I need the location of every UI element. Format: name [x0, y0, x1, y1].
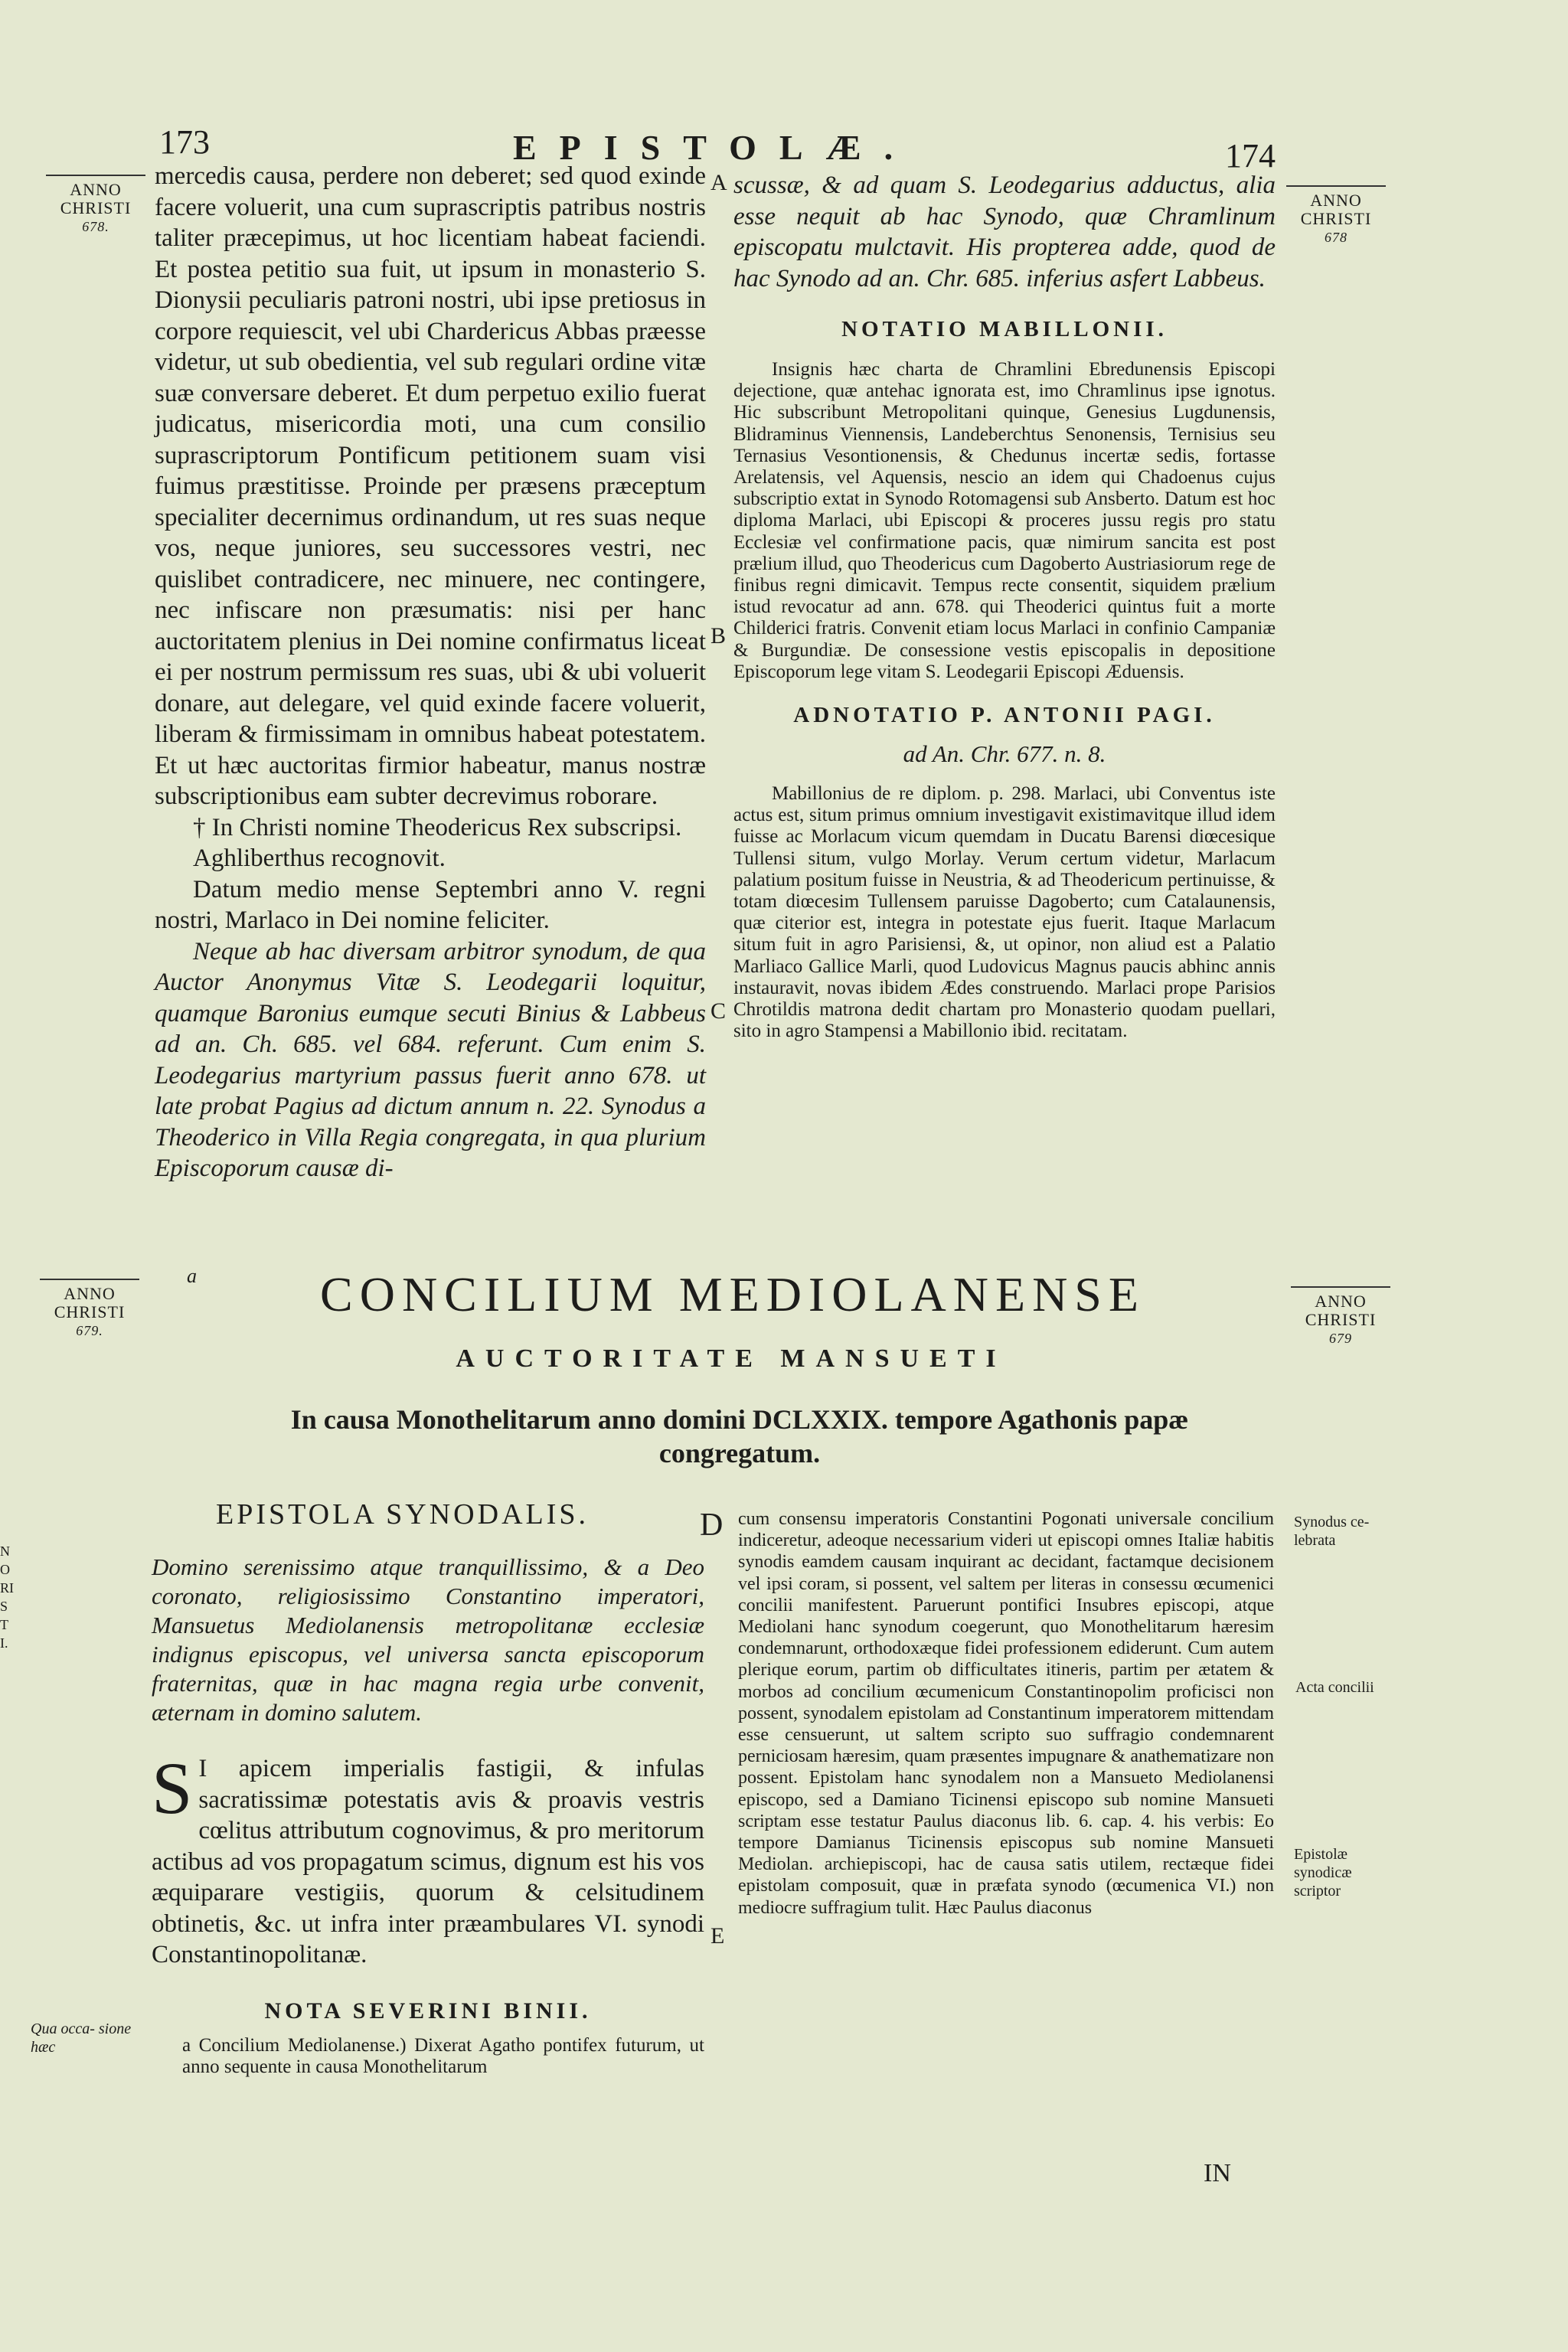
commentary-continuation: scussæ, & ad quam S. Leodegarius adductus, alia esse nequit ab hac Synodo, quæ Chramlinum episcopatu mulctavit. His propterea adde, quod de hac Synodo ad an. Chr. 685. inferius asfert Labbeus. [733, 172, 1276, 292]
upper-left-column [155, 161, 706, 1184]
anno-label: ANNO [70, 180, 122, 199]
concilium-title: CONCILIUM MEDIOLANENSE [320, 1267, 1145, 1321]
adnotatio-reference: ad An. Chr. 677. n. 8. [903, 740, 1106, 768]
anno-year: 679. [76, 1323, 103, 1338]
section-letter-d: D [700, 1508, 724, 1543]
anno-marker-mid-left [40, 1279, 139, 1340]
adnotatio-heading: ADNOTATIO P. ANTONII PAGI. [793, 703, 1216, 728]
anno-marker-top-right [1286, 185, 1386, 247]
section-letter-c: C [710, 998, 727, 1024]
left-edge-fragment: NO RIST I. [0, 1544, 14, 1651]
anno-year: 679 [1329, 1331, 1352, 1346]
epistola-heading: EPISTOLA SYNODALIS. [216, 1498, 590, 1530]
lower-left-column [152, 1498, 704, 2078]
anno-marker-mid-right [1291, 1286, 1390, 1348]
commentary-text: Neque ab hac diversam arbitror synodum, de qua Auctor Anonymus Vitæ S. Leodegarii loquitur, quamque Baronius eumque secuti Binius & Labbeus ad an. Ch. 685. vel 684. referunt. Cum enim S. Leodegarius martyrium passus fuerit anno 678. ut late probat Pagius ad dictum annum n. 22. Synodus a Theoderico in Villa Regia congregata, in qua plurium Episcoporum causæ di- [155, 937, 706, 1182]
signature-king: † In Christi nomine Theodericus Rex subscripsi. [193, 813, 682, 841]
margin-note-epistolae: Epistolæ synodicæ scriptor [1294, 1846, 1352, 1900]
nota-text: a Concilium Mediolanense.) Dixerat Agatho pontifex futurum, ut anno sequente in causa Monothelitarum [182, 2034, 704, 2077]
anno-label: ANNO [1315, 1292, 1367, 1311]
anno-year: 678 [1325, 230, 1348, 245]
anno-label: ANNO [64, 1284, 116, 1303]
adnotatio-text: Mabillonius de re diplom. p. 298. Marlaci, ubi Conventus iste actus est, situm primus omnium investigavit existimavitque illud idem fuisse ac Morlacum vicum quemdam in Ducatu Barensi diœcesique Tullensi situm, vulgo Morlay. Verum certum videtur, Marlacum palatium positum fuisse in Neustria, & ad Theodericum pertinuisse, & totam diœcesim Tullensem paruisse Dagoberto; cum Catalaunensis, quæ citerior est, integra in potestate ejus fuerit. Itaque Marlacum situm fuit in agro Parisiensi, &, ut opinor, non aliud est a Palatio Marliaco Gallice Marli, quod Ludovicus Magnus paucis abhinc annis instauravit, novas ibidem Ædes construendo. Marlaci prope Parisios Chrotildis matrona dedit chartam pro Monasterio quodam puellari, sito in agro Stampensi a Mabillonio ibid. recitatam. [733, 783, 1276, 1042]
christi-label: CHRISTI [1305, 1310, 1377, 1329]
nota-heading: NOTA SEVERINI BINII. [264, 1998, 592, 2024]
concilium-subtitle: AUCTORITATE MANSUETI [456, 1344, 1007, 1373]
catchword: IN [1204, 2159, 1231, 2187]
dropcap-d-text: cum consensu imperatoris Constantini Pogonati universale concilium indiceretur, adeoque necessarium videri ut episcopi omnes Italiæ habitis synodis eamdem causam inquirant ac decidant, factamque decisionem vel ipsi coram, si possent, vel saltem per literas in consessu œcumenici concilii manifestent. Paruerunt pontifici Insubres episcopi, atque Mediolani hanc synodum coegerunt, quo Monothelitarum hæresim condemnarunt, orthodoxæque fidei professionem ediderunt. Cum autem plerique eorum, partim ob difficultates itineris, partim per ætatem & morbos ad concilium œcumenicum Constantinopolim proficisci non possent, synodalem epistolam ad Constantinum imperatorem mittendam esse censuerunt, ut saltem scripto suo suffragio condemnarent perniciosam hæresim, quam præsentes impugnare & anathematizare non possent. Epistolam hanc synodalem non a Mansueto Mediolanensi episcopo, sed a Damiano Ticinensi episcopo sub nomine Mansueti scriptam esse testatur Paulus diaconus lib. 6. cap. 4. his verbis: Eo tempore Damianus Ticinensis episcopus sub nomine Mansueti Mediolan. archiepiscopi, hac de causa satis utilem, rectæque fidei epistolam composuit, quæ in præfata synodo (œcumenica VI.) non mediocre suffragium tulit. Hæc Paulus diaconus [738, 1509, 1274, 1918]
section-letter-b: B [710, 623, 727, 648]
section-letter-e: E [710, 1923, 725, 1949]
christi-label: CHRISTI [1300, 209, 1372, 228]
page-number-right: 174 [1225, 137, 1276, 175]
anno-year: 678. [82, 219, 109, 234]
epistola-address: Domino serenissimo atque tranquillissimo, & a Deo coronato, religiosissimo Constantino imperatori, Mansuetus Mediolanensis metropolitanæ ecclesiæ indignus episcopus, vel universa sancta episcoporum fraternitas, quæ in hac magna regia urbe convenit, æternam in domino salutem. [152, 1553, 704, 1726]
lower-right-column [738, 1508, 1274, 1919]
notatio-heading: NOTATIO MABILLONII. [841, 317, 1168, 341]
christi-label: CHRISTI [54, 1302, 126, 1321]
footnote-mark: a [187, 1265, 197, 1287]
dating-clause: Datum medio mense Septembri anno V. regni nostri, Marlaco in Dei nomine feliciter. [155, 875, 706, 934]
concilium-subject: In causa Monothelitarum anno domini DCLXXIX. tempore Agathonis papæ congregatum. [290, 1404, 1189, 1468]
page-number-left: 173 [159, 123, 210, 161]
dropcap-s: S [152, 1747, 193, 1829]
upper-right-column [733, 170, 1276, 1042]
christi-label: CHRISTI [60, 198, 132, 217]
running-title: EPISTOLÆ. [513, 128, 916, 167]
charter-text: mercedis causa, perdere non deberet; sed quod exinde facere voluerit, una cum suprascriptis patribus nostris taliter præcepimus, ut hoc licentiam habeat faciendi. Et postea petitio sua fuit, ut ipsum in monasterio S. Dionysii peculiaris patroni nostri, ubi ipse pretiosus in corpore requiescit, vel ubi Chardericus Abbas præesse videtur, ut sub obedientia, vel sub regulari ordine vitæ suæ conversare deberet. Et dum perpetuo exilio fuerat judicatus, misericordia moti, una cum consilio suprascriptorum Pontificum petitionem suam visi fuimus præstitisse. Proinde per præsens præceptum specialiter decernimus ordinandum, ut res suas neque vos, neque juniores, seu successores vestri, nec quislibet contradicere, nec minuere, nec contingere, nec infiscare non præsumatis: nisi per hanc auctoritatem plenius in Dei nomine confirmatus liceat ei per nostrum permissum res suas, ubi & ubi voluerit donare, aut delegare, vel quid exinde facere voluerit, liberam & firmissimam in omnibus habeat potestatem. Et ut hæc auctoritas firmior habeatur, manus nostræ subscriptionibus eam subter decrevimus roborare. [155, 162, 706, 810]
epistola-body-text: I apicem imperialis fastigii, & infulas sacratissimæ potestatis avis & proavis vestris cœlitus attributum cognovimus, & pro meritorum actibus ad vos propagatum scimus, dignum est his vos æquiparare vestigiis, quorum & celsitudinem obtinetis, &c. ut infra inter præambulares VI. synodi Constantinopolitanæ. [152, 1755, 704, 1968]
notatio-text: Insignis hæc charta de Chramlini Ebredunensis Episcopi dejectione, quæ antehac ignorata est, imo Chramlinus ipse ignotus. Hic subscribunt Metropolitani quinque, Genesius Lugdunensis, Blidraminus Viennensis, Landeberchtus Senonensis, Ternisius seu Ternasius Vesontionensis, & Chedunus incertæ sedis, fortasse Arelatensis, vel Aquensis, nescio an idem qui Chadoenus cujus subscriptio extat in Synodo Rotomagensi sub Ansberto. Datum est hoc diploma Marlaci, ubi Episcopi & proceres jussu regis pro statu Ecclesiæ vel confirmatione pacis, quæ nimirum sancita est post prælium illud, quo Theodericus cum Dagoberto Austriasiorum rege de finibus regni dimicavit. Tempus recte consentit, siquidem prælium istud revocatur ad ann. 678. qui Theoderici quintus fuit a morte Childerici fratris. Convenit etiam locus Marlaci in confinio Campaniæ & Burgundiæ. De consessione vestis episcopalis in depositione Episcoporum lege vitam S. Leodegarii Episcopi Æduensis. [733, 359, 1276, 682]
section-letter-a: A [710, 170, 727, 195]
epistola-body [152, 1747, 704, 1971]
margin-note-synodus: Synodus ce- lebrata [1294, 1514, 1370, 1549]
signature-recognovit: Aghliberthus recognovit. [193, 844, 446, 872]
margin-note-acta: Acta concilii [1295, 1679, 1374, 1696]
anno-label: ANNO [1310, 191, 1362, 210]
anno-marker-top-left [46, 175, 145, 236]
margin-note-qua: Qua occa- sione hæc [31, 2020, 132, 2056]
